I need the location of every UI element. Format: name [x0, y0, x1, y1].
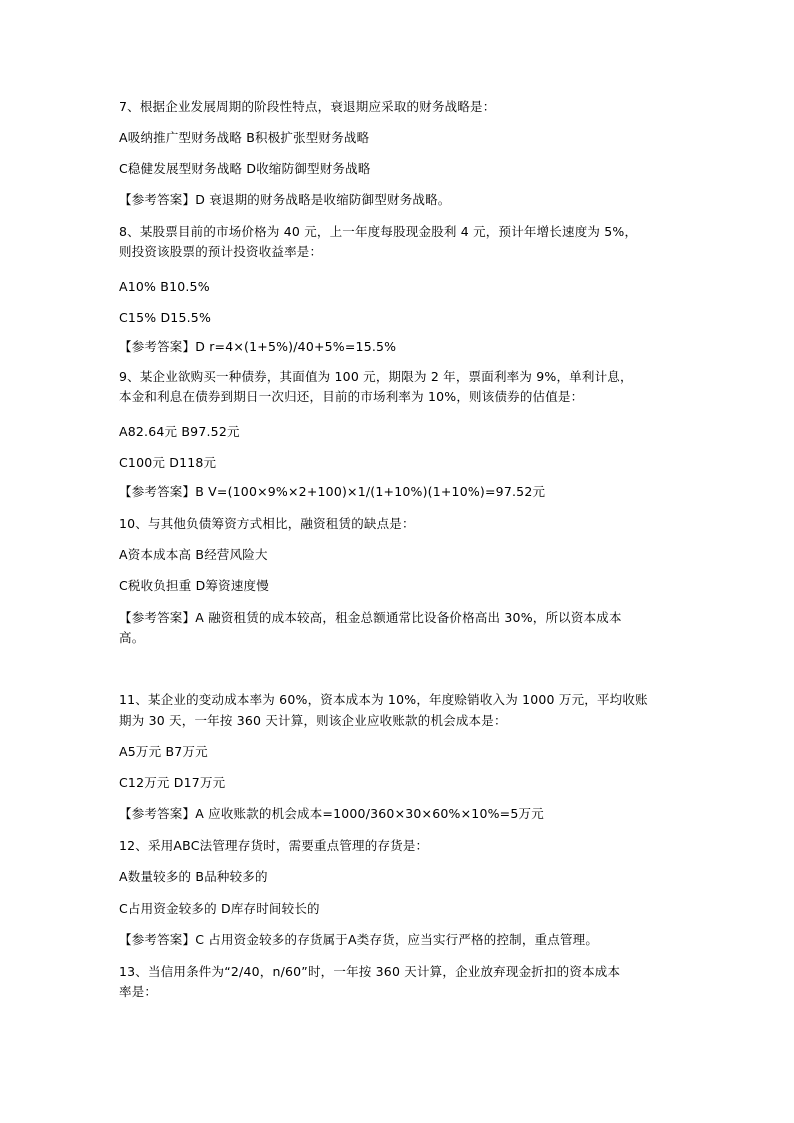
question-11-stem-line2: 期为 30 天，一年按 360 天计算，则该企业应收账款的机会成本是： [119, 713, 507, 728]
question-11-options-ab: A5万元 B7万元 [119, 744, 208, 759]
question-10-stem: 10、与其他负债筹资方式相比，融资租赁的缺点是： [119, 516, 415, 531]
question-12-options-ab: A数量较多的 B品种较多的 [119, 869, 268, 884]
question-10-answer-line2: 高。 [119, 630, 145, 645]
question-7-options-cd: C稳健发展型财务战略 D收缩防御型财务战略 [119, 161, 371, 176]
question-9-options-cd: C100元 D118元 [119, 455, 217, 470]
question-8-answer: 【参考答案】D r=4×(1+5%)/40+5%=15.5% [119, 339, 397, 354]
question-8-options-ab: A10% B10.5% [119, 279, 210, 294]
question-10-options-cd: C税收负担重 D筹资速度慢 [119, 578, 269, 593]
question-12-answer: 【参考答案】C 占用资金较多的存货属于A类存货，应当实行严格的控制，重点管理。 [119, 932, 599, 947]
question-7-stem: 7、根据企业发展周期的阶段性特点，衰退期应采取的财务战略是： [119, 99, 496, 114]
question-7-answer: 【参考答案】D 衰退期的财务战略是收缩防御型财务战略。 [119, 192, 451, 207]
question-11-answer: 【参考答案】A 应收账款的机会成本=1000/360×30×60%×10%=5万元 [119, 806, 544, 821]
question-12-stem: 12、采用ABC法管理存货时，需要重点管理的存货是： [119, 838, 429, 853]
question-8-stem-line2: 则投资该股票的预计投资收益率是： [119, 244, 323, 259]
question-10-options-ab: A资本成本高 B经营风险大 [119, 547, 268, 562]
question-9-options-ab: A82.64元 B97.52元 [119, 424, 240, 439]
question-11-options-cd: C12万元 D17万元 [119, 775, 226, 790]
question-9-stem-line2: 本金和利息在债券到期日一次归还，目前的市场利率为 10%，则该债券的估值是： [119, 389, 584, 404]
question-12-options-cd: C占用资金较多的 D库存时间较长的 [119, 901, 320, 916]
question-7-options-ab: A吸纳推广型财务战略 B积极扩张型财务战略 [119, 130, 370, 145]
question-11-stem-line1: 11、某企业的变动成本率为 60%，资本成本为 10%，年度赊销收入为 1000 万元，平均收账 [119, 692, 648, 707]
question-8-stem-line1: 8、某股票目前的市场价格为 40 元，上一年度每股现金股利 4 元，预计年增长速度为 5%， [119, 224, 638, 239]
question-10-answer-line1: 【参考答案】A 融资租赁的成本较高，租金总额通常比设备价格高出 30%，所以资本成本 [119, 610, 622, 625]
question-13-stem-line2: 率是： [119, 984, 158, 999]
question-9-answer: 【参考答案】B V=(100×9%×2+100)×1/(1+10%)(1+10%)=97.52元 [119, 484, 546, 499]
question-9-stem-line1: 9、某企业欲购买一种债券，其面值为 100 元，期限为 2 年，票面利率为 9%，单利计息， [119, 369, 633, 384]
question-8-options-cd: C15% D15.5% [119, 310, 212, 325]
question-13-stem-line1: 13、当信用条件为“2/40，n/60”时，一年按 360 天计算，企业放弃现金折扣的资本成本 [119, 964, 621, 979]
